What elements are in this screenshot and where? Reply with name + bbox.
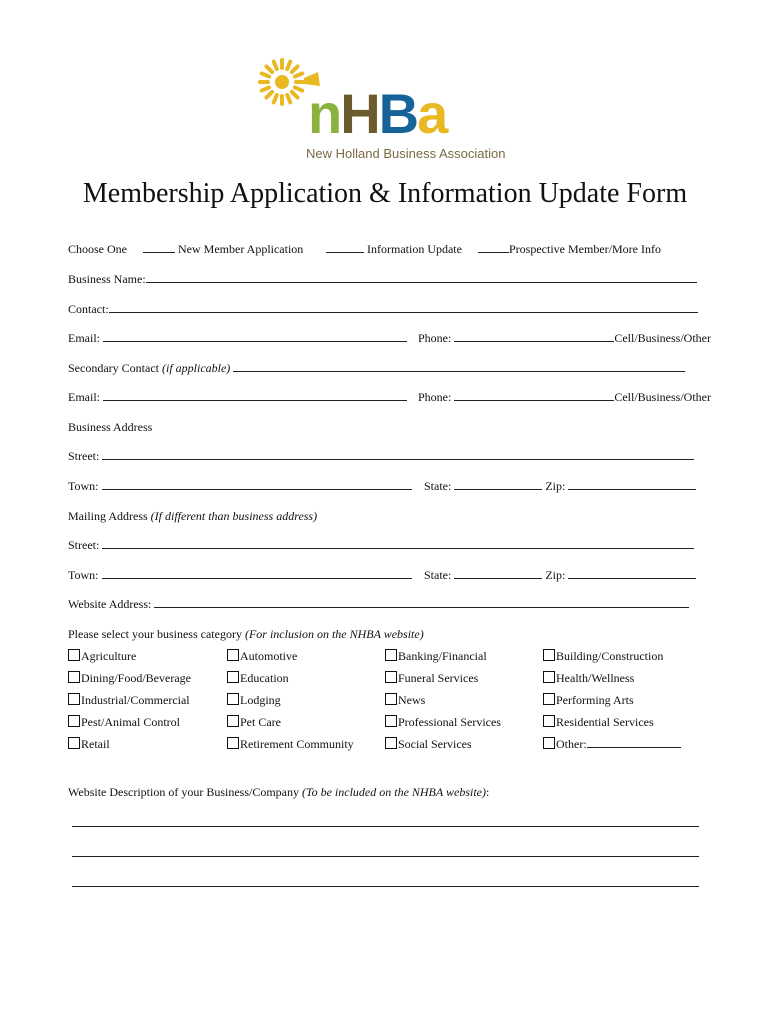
- description-note: (To be included on the NHBA website): [302, 785, 486, 799]
- website-address-label: Website Address:: [68, 597, 152, 611]
- checkbox[interactable]: [68, 693, 80, 705]
- checkbox[interactable]: [227, 671, 239, 683]
- state-field[interactable]: [454, 478, 542, 490]
- description-line-3[interactable]: [72, 886, 699, 887]
- category-education[interactable]: Education: [227, 670, 289, 686]
- category-banking[interactable]: Banking/Financial: [385, 648, 487, 664]
- contact-field[interactable]: [109, 301, 698, 313]
- phone-label: Phone:: [418, 331, 452, 345]
- checkbox[interactable]: [543, 649, 555, 661]
- description-line-1[interactable]: [72, 826, 699, 827]
- website-address-field[interactable]: [154, 596, 689, 608]
- business-name-label: Business Name:: [68, 272, 146, 286]
- mailing-address-heading: Mailing Address: [68, 509, 148, 523]
- category-dining[interactable]: Dining/Food/Beverage: [68, 670, 191, 686]
- category-retail[interactable]: Retail: [68, 736, 110, 752]
- mailing-zip-label: Zip:: [545, 568, 566, 582]
- new-member-blank[interactable]: [143, 241, 175, 253]
- category-other[interactable]: Other:: [543, 736, 681, 752]
- state-label: State:: [424, 479, 452, 493]
- mailing-street-field[interactable]: [102, 537, 694, 549]
- town-label: Town:: [68, 479, 99, 493]
- business-address-heading: Business Address: [68, 420, 153, 434]
- checkbox[interactable]: [385, 649, 397, 661]
- category-building[interactable]: Building/Construction: [543, 648, 663, 664]
- category-lodging[interactable]: Lodging: [227, 692, 281, 708]
- mailing-street-label: Street:: [68, 538, 100, 552]
- mailing-state-label: State:: [424, 568, 452, 582]
- mailing-zip-field[interactable]: [568, 567, 696, 579]
- nhba-logo: [256, 56, 516, 164]
- category-social[interactable]: Social Services: [385, 736, 472, 752]
- email2-label: Email:: [68, 390, 100, 404]
- zip-field[interactable]: [568, 478, 696, 490]
- category-health[interactable]: Health/Wellness: [543, 670, 634, 686]
- checkbox[interactable]: [543, 715, 555, 727]
- category-industrial[interactable]: Industrial/Commercial: [68, 692, 190, 708]
- street-field[interactable]: [102, 448, 694, 460]
- description-colon: :: [486, 785, 490, 799]
- description-prompt: Website Description of your Business/Company: [68, 785, 300, 799]
- checkbox[interactable]: [543, 671, 555, 683]
- phone2-label: Phone:: [418, 390, 452, 404]
- description-line-2[interactable]: [72, 856, 699, 857]
- email-label: Email:: [68, 331, 100, 345]
- mailing-town-field[interactable]: [102, 567, 412, 579]
- logo-subtitle: New Holland Business Association: [306, 146, 506, 161]
- checkbox[interactable]: [385, 693, 397, 705]
- category-professional[interactable]: Professional Services: [385, 714, 501, 730]
- checkbox[interactable]: [543, 737, 555, 749]
- phone2-field[interactable]: [454, 389, 614, 401]
- info-update-blank[interactable]: [326, 241, 364, 253]
- choose-one-label: Choose One: [68, 242, 127, 256]
- street-label: Street:: [68, 449, 100, 463]
- category-automotive[interactable]: Automotive: [227, 648, 297, 664]
- category-residential[interactable]: Residential Services: [543, 714, 654, 730]
- category-prompt: Please select your business category: [68, 627, 242, 641]
- secondary-contact-field[interactable]: [233, 360, 685, 372]
- checkbox[interactable]: [385, 715, 397, 727]
- form-title: Membership Application & Information Update Form: [82, 178, 688, 209]
- prospective-label: Prospective Member/More Info: [509, 242, 661, 256]
- checkbox[interactable]: [227, 693, 239, 705]
- checkbox[interactable]: [227, 737, 239, 749]
- category-pet-care[interactable]: Pet Care: [227, 714, 281, 730]
- phone2-type-label: Cell/Business/Other: [614, 390, 712, 404]
- phone-type-label: Cell/Business/Other: [614, 331, 712, 345]
- category-news[interactable]: News: [385, 692, 425, 708]
- checkbox[interactable]: [68, 737, 80, 749]
- if-different-note: (If different than business address): [150, 509, 318, 523]
- category-funeral[interactable]: Funeral Services: [385, 670, 478, 686]
- checkbox[interactable]: [68, 715, 80, 727]
- phone-field[interactable]: [454, 330, 614, 342]
- category-performing-arts[interactable]: Performing Arts: [543, 692, 634, 708]
- new-member-label: New Member Application: [178, 242, 304, 256]
- info-update-label: Information Update: [367, 242, 462, 256]
- checkbox[interactable]: [68, 671, 80, 683]
- checkbox[interactable]: [227, 649, 239, 661]
- mailing-town-label: Town:: [68, 568, 99, 582]
- other-field[interactable]: [587, 736, 681, 748]
- mailing-state-field[interactable]: [454, 567, 542, 579]
- checkbox[interactable]: [385, 671, 397, 683]
- category-note: (For inclusion on the NHBA website): [244, 627, 424, 641]
- contact-label: Contact:: [68, 302, 109, 316]
- email-field[interactable]: [103, 330, 407, 342]
- if-applicable-note: (if applicable): [161, 361, 231, 375]
- prospective-blank[interactable]: [478, 241, 509, 253]
- checkbox[interactable]: [543, 693, 555, 705]
- zip-label: Zip:: [545, 479, 566, 493]
- business-name-field[interactable]: [146, 271, 697, 283]
- logo-wordmark: nHBa: [308, 82, 447, 145]
- category-retirement[interactable]: Retirement Community: [227, 736, 354, 752]
- town-field[interactable]: [102, 478, 412, 490]
- checkbox[interactable]: [385, 737, 397, 749]
- category-pest[interactable]: Pest/Animal Control: [68, 714, 180, 730]
- secondary-contact-label: Secondary Contact: [68, 361, 159, 375]
- category-agriculture[interactable]: Agriculture: [68, 648, 136, 664]
- checkbox[interactable]: [227, 715, 239, 727]
- email2-field[interactable]: [103, 389, 407, 401]
- checkbox[interactable]: [68, 649, 80, 661]
